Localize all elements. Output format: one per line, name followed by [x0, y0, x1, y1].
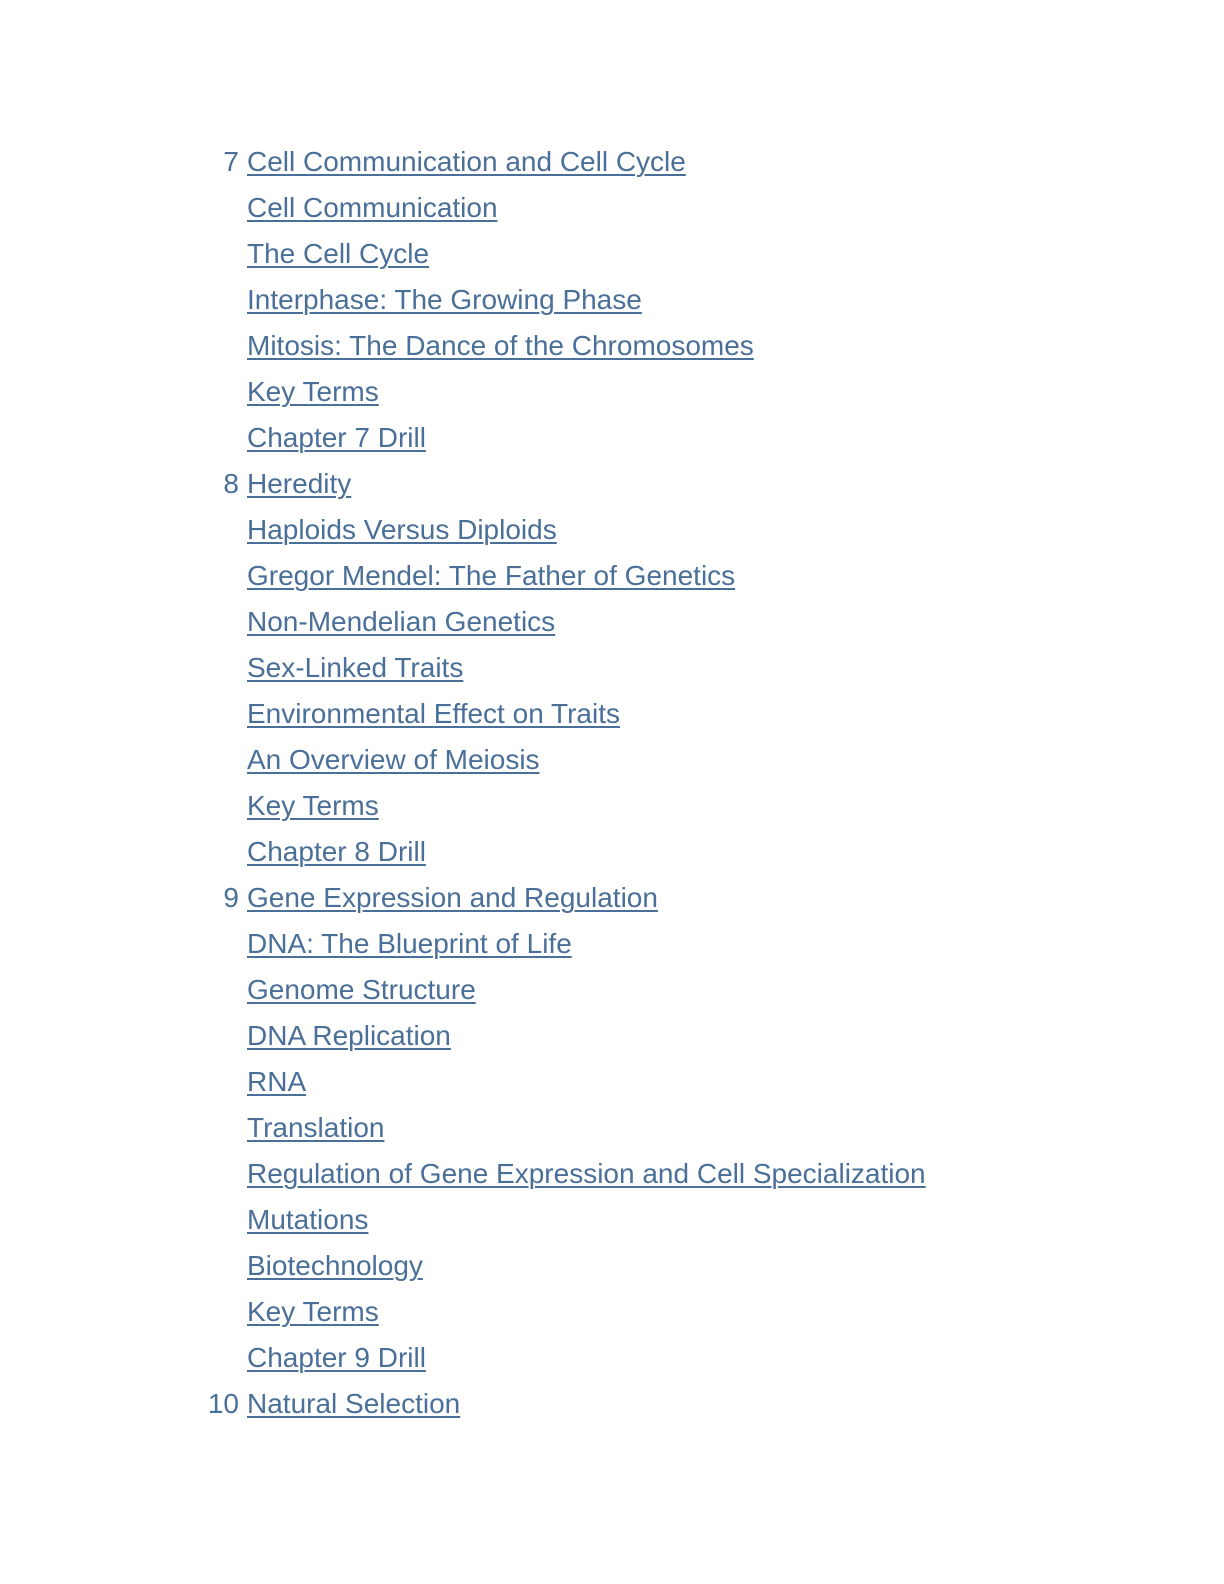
toc-entry [0, 1059, 1224, 1105]
toc-entry [0, 599, 1224, 645]
toc-link[interactable]: Cell Communication [247, 192, 498, 223]
toc-entry [0, 921, 1224, 967]
chapter-number: 9 [223, 882, 239, 913]
toc-entry [0, 1013, 1224, 1059]
toc-link[interactable]: RNA [247, 1066, 307, 1097]
toc-entry [0, 1197, 1224, 1243]
chapter-number: 10 [207, 1388, 239, 1419]
toc-link[interactable]: Gene Expression and Regulation [247, 882, 658, 913]
toc-link[interactable]: DNA: The Blueprint of Life [247, 928, 572, 959]
toc-entry [0, 461, 1224, 507]
toc-entry [0, 277, 1224, 323]
toc-entry [0, 783, 1224, 829]
toc-link[interactable]: Chapter 8 Drill [247, 836, 426, 867]
toc-link[interactable]: The Cell Cycle [247, 238, 430, 269]
toc-entry [0, 1243, 1224, 1289]
toc-entry [0, 231, 1224, 277]
toc-entry [0, 737, 1224, 783]
toc-link[interactable]: Chapter 7 Drill [247, 422, 426, 453]
toc-link[interactable]: Key Terms [247, 376, 379, 407]
toc-entry [0, 1381, 1224, 1427]
toc-entry [0, 1335, 1224, 1381]
toc-link[interactable]: Regulation of Gene Expression and Cell Specialization [247, 1158, 926, 1189]
toc-entry [0, 185, 1224, 231]
toc-link[interactable]: Translation [247, 1112, 385, 1143]
toc-link[interactable]: Natural Selection [247, 1388, 461, 1419]
toc-link[interactable]: Cell Communication and Cell Cycle [247, 146, 686, 177]
toc-link[interactable]: Non-Mendelian Genetics [247, 606, 556, 637]
toc-link[interactable]: Mutations [247, 1204, 369, 1235]
toc-entry [0, 1289, 1224, 1335]
toc-link[interactable]: Mitosis: The Dance of the Chromosomes [247, 330, 754, 361]
toc-link[interactable]: Sex-Linked Traits [247, 652, 464, 683]
toc-entry [0, 323, 1224, 369]
toc-entry [0, 507, 1224, 553]
toc-entry [0, 967, 1224, 1013]
toc-link[interactable]: Biotechnology [247, 1250, 423, 1281]
toc-entry [0, 553, 1224, 599]
toc-entry [0, 645, 1224, 691]
chapter-number: 8 [223, 468, 239, 499]
toc-entry [0, 1151, 1224, 1197]
toc-entry [0, 139, 1224, 185]
toc-entry [0, 691, 1224, 737]
chapter-number: 7 [223, 146, 239, 177]
toc-entry [0, 369, 1224, 415]
toc-link[interactable]: Heredity [247, 468, 352, 499]
toc-link[interactable]: Gregor Mendel: The Father of Genetics [247, 560, 736, 591]
toc-entry [0, 829, 1224, 875]
toc-link[interactable]: DNA Replication [247, 1020, 451, 1051]
toc-link[interactable]: Key Terms [247, 790, 379, 821]
toc-link[interactable]: Haploids Versus Diploids [247, 514, 557, 545]
toc-link[interactable]: Genome Structure [247, 974, 476, 1005]
toc-link[interactable]: Environmental Effect on Traits [247, 698, 620, 729]
toc-link[interactable]: Interphase: The Growing Phase [247, 284, 642, 315]
toc-entry [0, 875, 1224, 921]
toc-entry [0, 415, 1224, 461]
table-of-contents [0, 139, 1224, 1427]
toc-link[interactable]: An Overview of Meiosis [247, 744, 540, 775]
toc-link[interactable]: Chapter 9 Drill [247, 1342, 426, 1373]
toc-entry [0, 1105, 1224, 1151]
toc-link[interactable]: Key Terms [247, 1296, 379, 1327]
